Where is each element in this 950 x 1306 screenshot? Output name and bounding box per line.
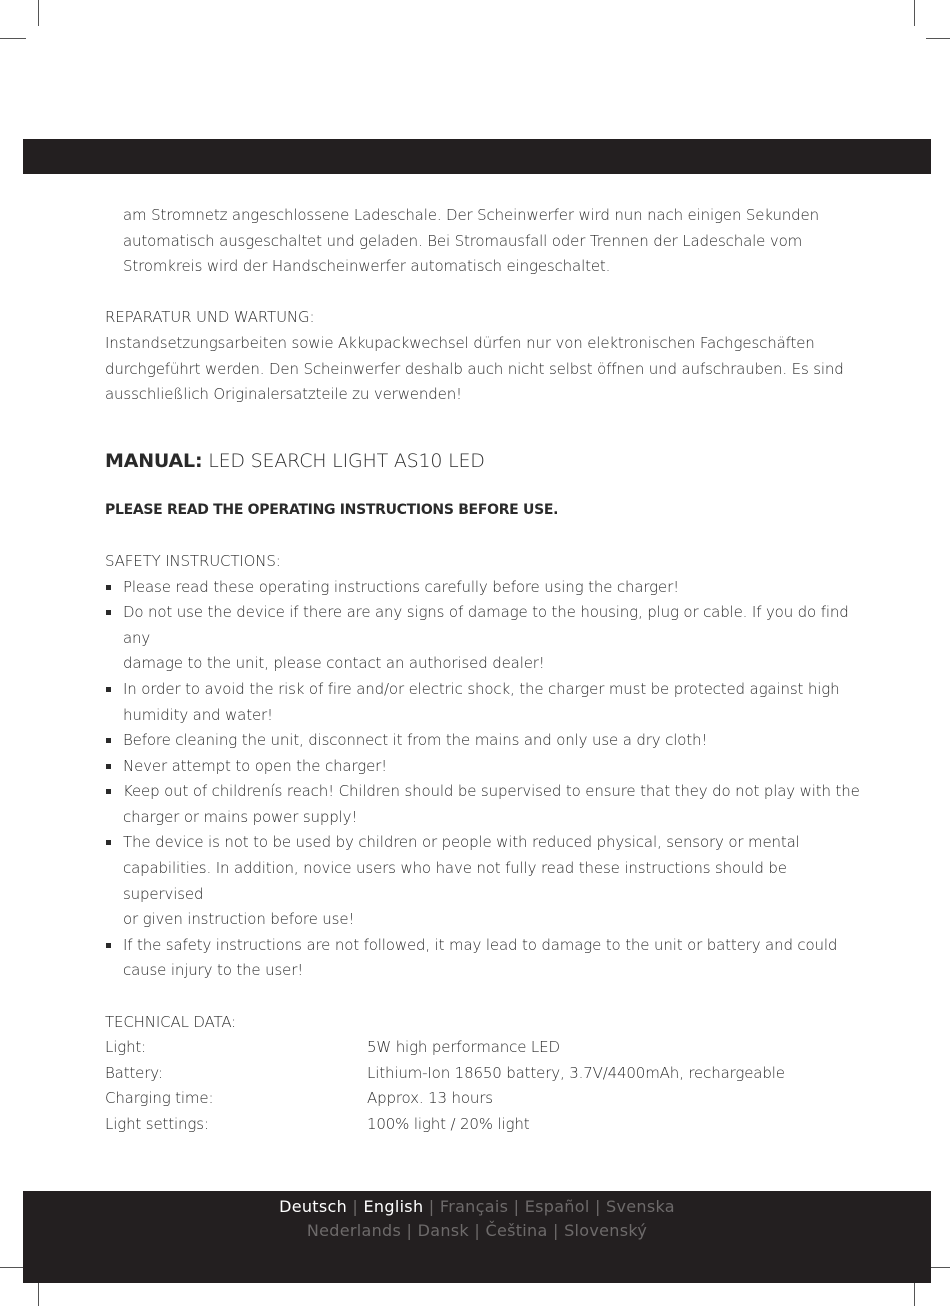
list-item	[105, 728, 865, 754]
list-item	[105, 933, 865, 984]
language-link-english[interactable]: English	[363, 1197, 424, 1216]
language-link-dansk[interactable]: Dansk	[417, 1221, 469, 1240]
language-footer	[23, 1191, 931, 1283]
language-link-nederlands[interactable]: Nederlands	[306, 1221, 402, 1240]
tech-row	[105, 1086, 865, 1112]
text-line: damage to the unit, please contact an authorised dealer!	[123, 654, 545, 673]
safety-title: SAFETY INSTRUCTIONS:	[105, 551, 281, 570]
text-line: The device is not to be used by children or people with reduced physical, sensory or mental	[123, 833, 800, 852]
text-line: Keep out of childrenís reach! Children should be supervised to ensure that they do not play with the	[123, 782, 860, 801]
language-line-1	[23, 1195, 931, 1219]
text-line: durchgeführt werden. Den Scheinwerfer deshalb auch nicht selbst öffnen und aufschrauben. Es sind	[105, 359, 844, 378]
list-item	[105, 754, 865, 780]
manual-heading	[105, 446, 865, 476]
header-bar	[23, 139, 931, 174]
safety-list	[105, 575, 865, 985]
tech-value: 5W high performance LED	[367, 1038, 560, 1057]
text-line: ausschließlich Originalersatzteile zu verwenden!	[105, 385, 462, 404]
intro-continuation	[105, 203, 865, 280]
language-link-cestina[interactable]: Čeština	[485, 1221, 548, 1240]
text-line: In order to avoid the risk of fire and/or electric shock, the charger must be protected against high	[123, 679, 840, 698]
text-line: cause injury to the user!	[123, 961, 304, 980]
separator: |	[423, 1197, 440, 1216]
list-item	[105, 830, 865, 932]
separator: |	[401, 1221, 418, 1240]
list-item	[105, 779, 865, 830]
language-link-svenska[interactable]: Svenska	[606, 1197, 675, 1216]
text-line: capabilities. In addition, novice users who have not fully read these instructions should be supervised	[123, 859, 787, 903]
tech-value: Approx. 13 hours	[367, 1089, 493, 1108]
text-line: Before cleaning the unit, disconnect it from the mains and only use a dry cloth!	[123, 731, 708, 750]
crop-mark-top-left-horizontal	[0, 38, 26, 39]
crop-mark-top-right-vertical	[914, 0, 915, 26]
tech-label: Light settings:	[105, 1115, 209, 1133]
safety-section	[105, 549, 865, 984]
language-link-slovensky[interactable]: Slovenský	[564, 1221, 648, 1240]
repair-title: REPARATUR UND WARTUNG:	[105, 308, 315, 327]
read-first-notice: PLEASE READ THE OPERATING INSTRUCTIONS BEFORE USE.	[105, 501, 559, 518]
tech-row	[105, 1035, 865, 1061]
repair-section	[105, 305, 865, 407]
tech-label: Charging time:	[105, 1089, 214, 1108]
text-line: Instandsetzungsarbeiten sowie Akkupackwechsel dürfen nur von elektronischen Fachgeschäften	[105, 333, 815, 352]
language-line-2	[23, 1219, 931, 1243]
technical-title: TECHNICAL DATA:	[105, 1012, 237, 1031]
separator: |	[347, 1197, 364, 1216]
crop-mark-top-left-vertical	[38, 0, 39, 26]
tech-value: Lithium-Ion 18650 battery, 3.7V/4400mAh, rechargeable	[367, 1063, 785, 1082]
tech-row	[105, 1112, 865, 1138]
text-line: automatisch ausgeschaltet und geladen. Bei Stromausfall oder Trennen der Ladeschale vom	[123, 231, 803, 250]
language-link-espanol[interactable]: Español	[524, 1197, 590, 1216]
tech-row	[105, 1061, 865, 1087]
list-item	[105, 600, 865, 677]
text-line: If the safety instructions are not followed, it may lead to damage to the unit or battery and could	[123, 935, 838, 954]
separator: |	[469, 1221, 486, 1240]
language-link-francais[interactable]: Français	[439, 1197, 509, 1216]
manual-product: LED SEARCH LIGHT AS10 LED	[202, 449, 485, 472]
crop-mark-bottom-right-vertical	[914, 1280, 915, 1306]
text-line: humidity and water!	[123, 705, 273, 724]
language-link-deutsch[interactable]: Deutsch	[279, 1197, 348, 1216]
text-line: Do not use the device if there are any signs of damage to the housing, plug or cable. If you do find any	[123, 603, 849, 647]
separator: |	[508, 1197, 525, 1216]
crop-mark-top-right-horizontal	[926, 38, 950, 39]
document-body	[105, 203, 865, 1138]
tech-value: 100% light / 20% light	[367, 1115, 530, 1133]
text-line: am Stromnetz angeschlossene Ladeschale. Der Scheinwerfer wird nun nach einigen Sekunden	[123, 206, 819, 224]
list-item	[105, 677, 865, 728]
manual-label: MANUAL:	[105, 449, 203, 472]
tech-label: Light:	[105, 1038, 147, 1057]
crop-mark-bottom-left-vertical	[38, 1280, 39, 1306]
text-line: Never attempt to open the charger!	[123, 756, 388, 775]
text-line: charger or mains power supply!	[123, 807, 358, 826]
tech-label: Battery:	[105, 1063, 163, 1082]
text-line: Stromkreis wird der Handscheinwerfer automatisch eingeschaltet.	[123, 257, 611, 276]
text-line: or given instruction before use!	[123, 910, 355, 929]
technical-section	[105, 1010, 865, 1138]
separator: |	[547, 1221, 565, 1240]
list-item	[105, 575, 865, 601]
text-line: Please read these operating instructions carefully before using the charger!	[123, 577, 679, 596]
separator: |	[589, 1197, 607, 1216]
